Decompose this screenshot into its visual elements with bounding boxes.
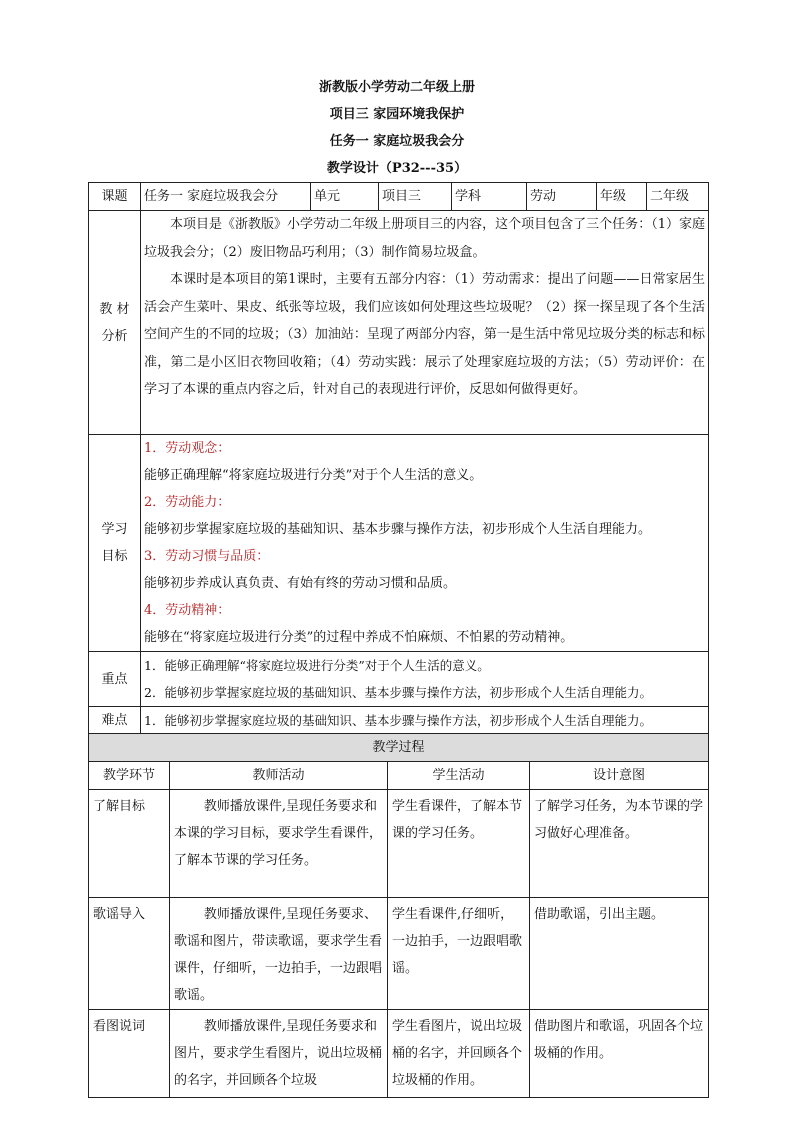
table-row [89, 1010, 709, 1098]
process-header-row [89, 762, 709, 790]
stage-cell: 了解目标 [89, 790, 170, 898]
objectives-row [89, 435, 709, 652]
design-intent-cell: 借助图片和歌谣，巩固各个垃圾桶的作用。 [530, 1010, 709, 1098]
objective-1-title: 1．劳动观念： [144, 441, 231, 456]
topic-label: 课题 [89, 183, 141, 211]
col-stage-header: 教学环节 [89, 762, 170, 790]
teaching-process-table [88, 733, 709, 1098]
key-points-label: 重点 [89, 652, 141, 707]
analysis-row [89, 211, 709, 435]
process-title-row [89, 734, 709, 762]
grade-label: 年级 [597, 183, 647, 211]
doc-title-line2: 项目三 家园环境我保护 [329, 107, 465, 122]
key-points-row [89, 652, 709, 707]
difficulty-row [89, 707, 709, 735]
objectives-label [89, 435, 141, 652]
objectives-label-line2: 目标 [101, 549, 128, 564]
analysis-label [89, 211, 141, 435]
student-activity-cell: 学生看课件,仔细听，一边拍手，一边跟唱歌谣。 [388, 898, 530, 1010]
objective-3-text: 能够初步养成认真负责、有始有终的劳动习惯和品质。 [144, 576, 457, 591]
subject-label: 学科 [452, 183, 527, 211]
teacher-activity-cell: 教师播放课件,呈现任务要求和图片，要求学生看图片，说出垃圾桶的名字，并回顾各个垃圾 [170, 1010, 388, 1098]
doc-title-line1: 浙教版小学劳动二年级上册 [318, 80, 475, 95]
unit-label: 单元 [311, 183, 379, 211]
col-student-header: 学生活动 [388, 762, 530, 790]
topic-value: 任务一 家庭垃圾我会分 [141, 183, 311, 211]
objective-2-text: 能够初步掌握家庭垃圾的基础知识、基本步骤与操作方法，初步形成个人生活自理能力。 [144, 522, 652, 537]
process-title: 教学过程 [89, 734, 709, 762]
teacher-activity-cell: 教师播放课件,呈现任务要求、歌谣和图片，带读歌谣，要求学生看课件，仔细听，一边拍手，一边跟唱歌谣。 [170, 898, 388, 1010]
objective-2-title: 2．劳动能力： [144, 495, 231, 510]
design-intent-cell: 借助歌谣，引出主题。 [530, 898, 709, 1010]
key-point-2: 2．能够初步掌握家庭垃圾的基础知识、基本步骤与操作方法，初步形成个人生活自理能力。 [144, 685, 652, 700]
objectives-label-line1: 学习 [101, 522, 128, 537]
design-intent-cell: 了解学习任务，为本节课的学习做好心理准备。 [530, 790, 709, 898]
objective-1-text: 能够正确理解“将家庭垃圾进行分类”对于个人生活的意义。 [144, 468, 483, 483]
objective-4-text: 能够在“将家庭垃圾进行分类”的过程中养成不怕麻烦、不怕累的劳动精神。 [144, 630, 574, 645]
analysis-label-line2: 分析 [101, 328, 128, 344]
stage-cell: 看图说词 [89, 1010, 170, 1098]
col-teacher-header: 教师活动 [170, 762, 388, 790]
info-row [89, 183, 709, 211]
grade-value: 二年级 [647, 183, 709, 211]
analysis-paragraph-2: 本课时是本项目的第1课时，主要有五部分内容：（1）劳动需求：提出了问题——日常家居生活会产生菜叶、果皮、纸张等垃圾，我们应该如何处理这些垃圾呢？（2）探一探呈现了各个生活空间产生的不同的垃圾；（3）加油站：呈现了两部分内容，第一是生活中常见垃圾分类的标志和标准，第二是小区旧衣物回收箱；（4）劳动实践：展示了处理家庭垃圾的方法；（5）劳动评价：在学习了本课的重点内容之后，针对自己的表现进行评价，反思如何做得更好。 [144, 272, 705, 397]
stage-cell: 歌谣导入 [89, 898, 170, 1010]
table-row [89, 898, 709, 1010]
doc-title-line3: 任务一 家庭垃圾我会分 [329, 134, 465, 149]
col-intent-header: 设计意图 [530, 762, 709, 790]
unit-value: 项目三 [379, 183, 452, 211]
difficulty-1: 1．能够初步掌握家庭垃圾的基础知识、基本步骤与操作方法，初步形成个人生活自理能力。 [141, 707, 709, 735]
student-activity-cell: 学生看课件，了解本节课的学习任务。 [388, 790, 530, 898]
teacher-activity-cell: 教师播放课件,呈现任务要求和本课的学习目标，要求学生看课件，了解本节课的学习任务。 [170, 790, 388, 898]
doc-title-line4: 教学设计（P32---35） [326, 161, 468, 176]
table-row [89, 790, 709, 898]
analysis-label-line1: 教 材 [99, 301, 130, 317]
subject-value: 劳动 [527, 183, 597, 211]
difficulty-label: 难点 [89, 707, 141, 735]
objective-3-title: 3．劳动习惯与品质： [144, 549, 270, 564]
analysis-paragraph-1: 本项目是《浙教版》小学劳动二年级上册项目三的内容，这个项目包含了三个任务：（1）家庭垃圾我会分；（2）废旧物品巧利用；（3）制作简易垃圾盒。 [144, 217, 705, 260]
lesson-info-table [88, 182, 709, 735]
student-activity-cell: 学生看图片，说出垃圾桶的名字，并回顾各个垃圾桶的作用。 [388, 1010, 530, 1098]
key-point-1: 1．能够正确理解“将家庭垃圾进行分类”对于个人生活的意义。 [144, 658, 490, 673]
objective-4-title: 4．劳动精神： [144, 603, 231, 618]
